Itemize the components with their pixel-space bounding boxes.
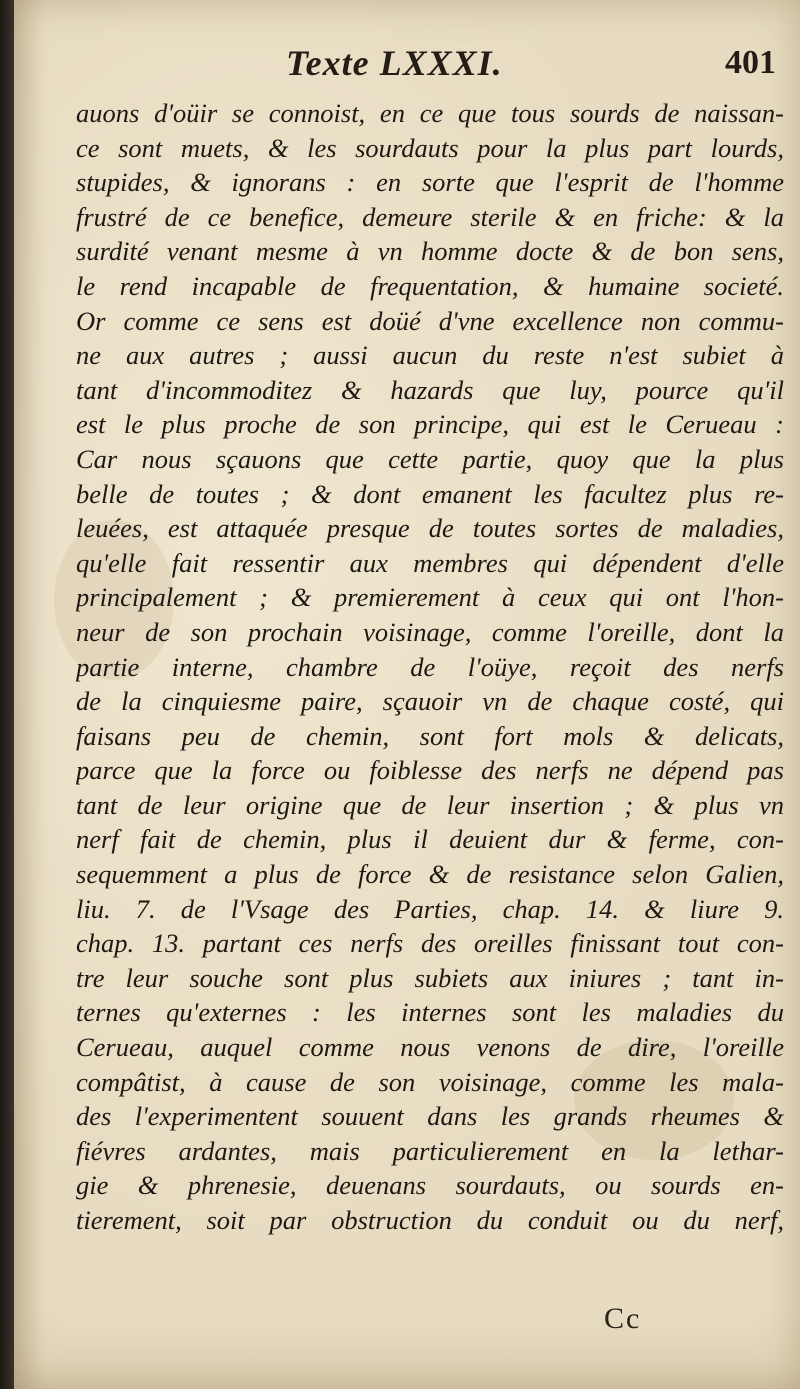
text-line: auons d'oüir se connoist, en ce que tous sourds de naissan- — [76, 98, 784, 128]
text-line: nerf fait de chemin, plus il deuient dur & ferme, con- — [76, 824, 784, 855]
text-line: tre leur souche sont plus subiets aux iniures ; tant in- — [76, 962, 784, 993]
text-line: le rend incapable de frequentation, & humaine societé. — [76, 270, 784, 301]
text-line: Or comme ce sens est doüé d'vne excellence non commu- — [76, 305, 784, 336]
text-line: Car nous sçauons que cette partie, quoy que la plus — [76, 443, 784, 474]
book-page — [14, 0, 800, 1389]
text-line: frustré de ce benefice, demeure sterile & en friche: & la — [76, 201, 784, 232]
text-line: sequemment a plus de force & de resistance selon Galien, — [76, 859, 784, 890]
text-line: Cerueau, auquel comme nous venons de dire, l'oreille — [76, 1032, 784, 1063]
text-line: est le plus proche de son principe, qui est le Cerueau : — [76, 409, 784, 440]
running-head — [14, 38, 800, 94]
text-line: tant de leur origine que de leur insertion ; & plus vn — [76, 789, 784, 820]
text-line: parce que la force ou foiblesse des nerfs ne dépend pas — [76, 755, 784, 786]
body-text — [76, 96, 784, 1238]
text-line: gie & phrenesie, deuenans sourdauts, ou sourds en- — [76, 1170, 784, 1201]
text-line: de la cinquiesme paire, sçauoir vn de chaque costé, qui — [76, 686, 784, 717]
text-line: leuées, est attaquée presque de toutes sortes de maladies, — [76, 513, 784, 544]
text-line: liu. 7. de l'Vsage des Parties, chap. 14. & liure 9. — [76, 893, 784, 924]
text-line: chap. 13. partant ces nerfs des oreilles finissant tout con- — [76, 928, 784, 959]
text-line: des l'experimentent souuent dans les grands rheumes & — [76, 1101, 784, 1132]
text-line: neur de son prochain voisinage, comme l'oreille, dont la — [76, 616, 784, 647]
text-line: qu'elle fait ressentir aux membres qui dépendent d'elle — [76, 547, 784, 578]
text-line: tant d'incommoditez & hazards que luy, pource qu'il — [76, 374, 784, 405]
text-line: surdité venant mesme à vn homme docte & de bon sens, — [76, 236, 784, 267]
running-title: Texte LXXXI. — [286, 43, 503, 83]
signature-mark: Cc — [604, 1302, 642, 1335]
page-number: 401 — [725, 44, 776, 81]
text-line: compâtist, à cause de son voisinage, comme les mala- — [76, 1066, 784, 1097]
text-line: partie interne, chambre de l'oüye, reçoit des nerfs — [76, 651, 784, 682]
text-line: ce sont muets, & les sourdauts pour la plus part lourds, — [76, 132, 784, 163]
text-line: fiévres ardantes, mais particulierement en la lethar- — [76, 1135, 784, 1166]
text-line: stupides, & ignorans : en sorte que l'esprit de l'homme — [76, 167, 784, 198]
text-line: tierement, soit par obstruction du conduit ou du nerf, — [76, 1205, 784, 1235]
text-line: principalement ; & premierement à ceux qui ont l'hon- — [76, 582, 784, 613]
text-line: faisans peu de chemin, sont fort mols & delicats, — [76, 720, 784, 751]
text-line: belle de toutes ; & dont emanent les facultez plus re- — [76, 478, 784, 509]
text-line: ternes qu'externes : les internes sont les maladies du — [76, 997, 784, 1028]
text-line: ne aux autres ; aussi aucun du reste n'est subiet à — [76, 340, 784, 371]
book-spine-edge — [0, 0, 14, 1389]
